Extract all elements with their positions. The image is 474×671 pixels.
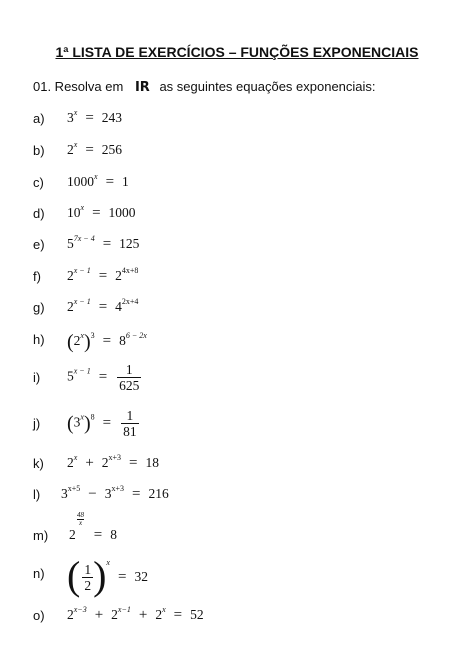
item-label: n): [33, 566, 45, 581]
item-label: d): [33, 206, 45, 221]
fraction: $\frac{1}{81}$: [123, 408, 137, 439]
item-label: j): [33, 416, 41, 431]
item-label: o): [33, 608, 45, 623]
item-label: k): [33, 456, 44, 471]
equation: $10^x = 1000$: [67, 203, 136, 221]
equation: $5^{x - 1}$ = $\frac{1}{625}$: [67, 362, 140, 393]
item-label: b): [33, 143, 45, 158]
intro-text-after: as seguintes equações exponenciais:: [159, 79, 376, 94]
item-label: c): [33, 175, 44, 190]
item-label: l): [33, 487, 41, 502]
equation: $1000^x = 1$: [67, 172, 129, 190]
fractional-exponent-power: 2 48 x: [69, 511, 84, 542]
page-title: 1ª LISTA DE EXERCÍCIOS – FUNÇÕES EXPONENCIAIS: [55, 44, 419, 60]
equation: $2^{x - 1} = 2^{4x+8}$: [67, 266, 139, 284]
equation: ( $\frac{1}{2}$ )$^x$= 32: [67, 553, 148, 598]
equation: 2 48 x = 8: [69, 511, 117, 543]
question-intro: [33, 79, 376, 95]
item-label: m): [33, 528, 49, 543]
equation: $5^{7x - 4} = 125$: [67, 234, 140, 252]
equation: $2^{x - 1} = 4^{2x+4}$: [67, 297, 139, 315]
equation: $3^x = 243$: [67, 108, 123, 126]
fraction: $\frac{1}{2}$: [84, 562, 92, 594]
equation: $3^{x+5} - 3^{x+3} = 216$: [61, 484, 169, 502]
equation: $(3^x)^8$ = $\frac{1}{81}$: [67, 408, 137, 439]
real-numbers-symbol: IR: [134, 80, 150, 95]
item-label: e): [33, 237, 45, 252]
item-label: h): [33, 332, 45, 347]
equation: $(2^x)^3 = 8^{6 - 2x}$: [67, 331, 147, 353]
equation: $2^x = 256$: [67, 140, 123, 158]
item-label: f): [33, 269, 41, 284]
equation: $2^x + 2^{x+3} = 18$: [67, 453, 160, 471]
item-label: g): [33, 300, 45, 315]
intro-text-before: 01. Resolva em: [33, 79, 124, 94]
item-label: a): [33, 111, 45, 126]
fraction: $\frac{1}{625}$: [119, 362, 140, 393]
item-label: i): [33, 370, 41, 385]
equation: $2^{x-3} + 2^{x-1} + 2^x = 52$: [67, 605, 204, 623]
